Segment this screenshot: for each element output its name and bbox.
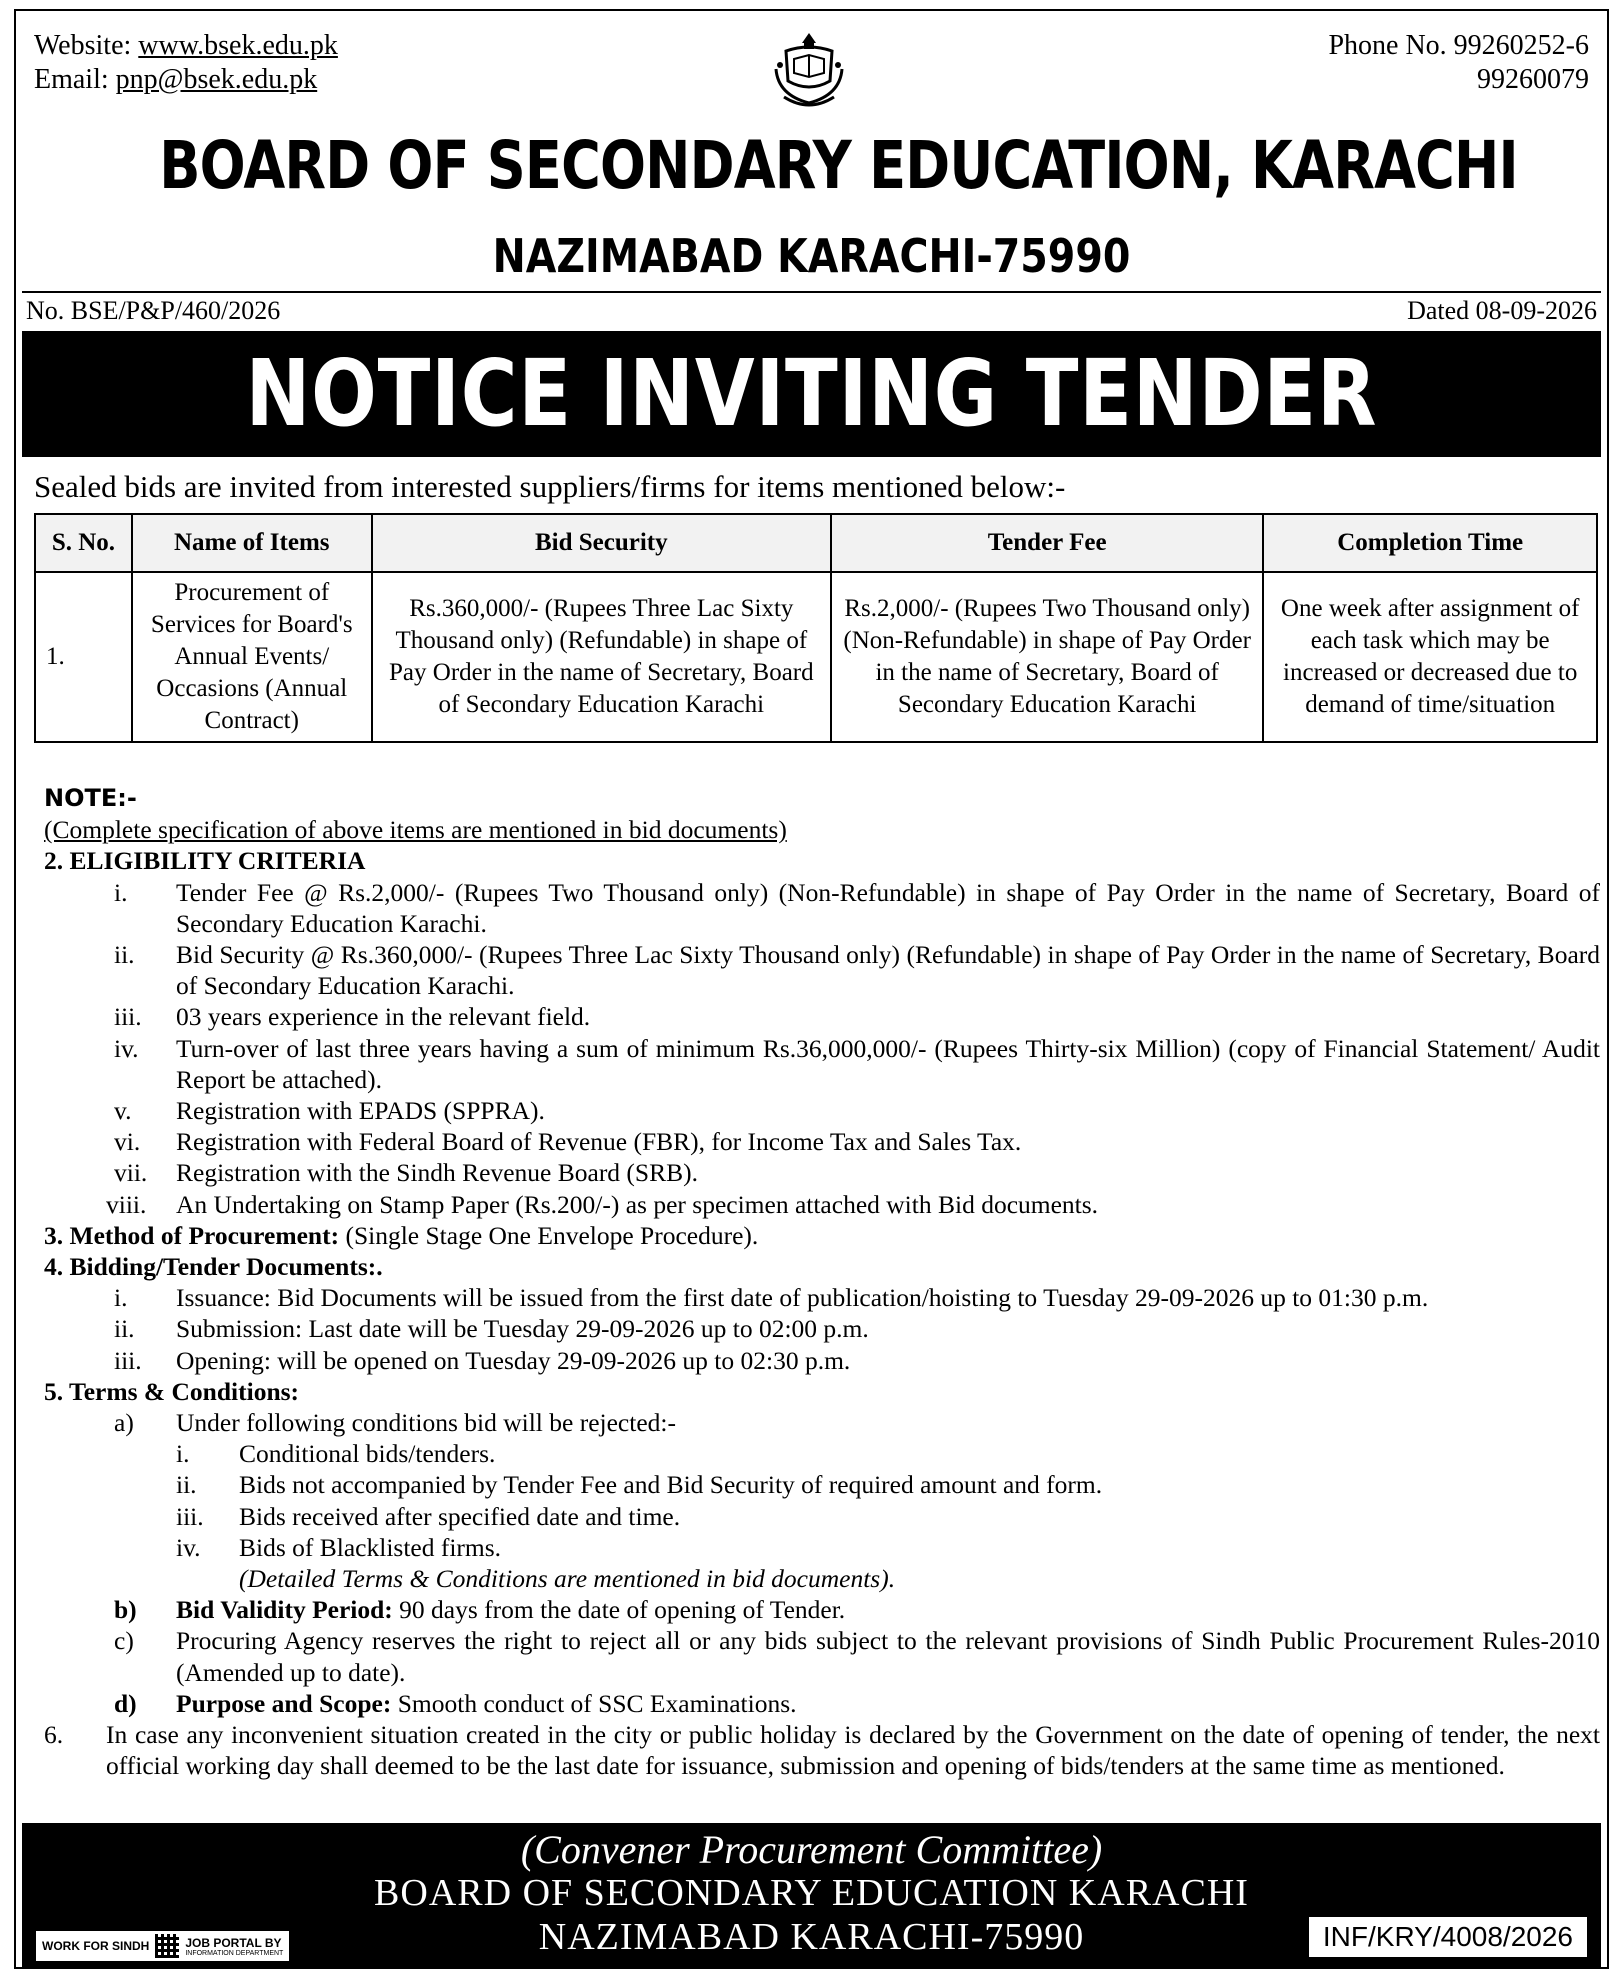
email-link[interactable]: pnp@bsek.edu.pk <box>115 64 318 95</box>
list-marker: v. <box>114 1096 132 1126</box>
cell-tender-fee: Rs.2,000/- (Rupees Two Thousand only) (Non-Refundable) in shape of Pay Order in the name of Secretary, Board of Secondary Education Karachi <box>831 572 1263 742</box>
list-marker: iii. <box>114 1345 142 1375</box>
eligibility-heading: 2. ELIGIBILITY CRITERIA <box>44 846 366 876</box>
tender-table <box>34 513 1598 743</box>
list-item <box>44 1126 1600 1157</box>
list-text: Submission: Last date will be Tuesday 29-09-2026 up to 02:00 p.m. <box>176 1314 869 1344</box>
list-text <box>176 1594 1600 1625</box>
list-text: Bids of Blacklisted firms. <box>239 1532 502 1562</box>
list-text: Registration with EPADS (SPPRA). <box>176 1096 545 1126</box>
list-marker: ii. <box>176 1470 197 1500</box>
job-portal-text: JOB PORTAL BY <box>185 1935 282 1950</box>
list-item <box>44 1313 1600 1344</box>
method-label: 3. Method of Procurement: <box>44 1220 340 1250</box>
note-spec: (Complete specification of above items are mentioned in bid documents) <box>44 815 787 845</box>
footer-org: BOARD OF SECONDARY EDUCATION KARACHI <box>374 1872 1249 1914</box>
qr-code-icon <box>155 1934 179 1958</box>
tender-notice-page <box>14 9 1609 1969</box>
org-address: NAZIMABAD KARACHI-75990 <box>492 229 1131 283</box>
list-marker: c) <box>114 1626 134 1656</box>
job-portal-label <box>185 1936 283 1957</box>
phone-line: Phone No. 99260252-6 <box>1328 30 1589 61</box>
list-item <box>44 1282 1600 1313</box>
column-header: S. No. <box>35 514 132 572</box>
list-item <box>44 1189 1600 1220</box>
list-marker: i. <box>114 1283 128 1313</box>
list-text: Procuring Agency reserves the right to reject all or any bids subject to the relevant provisions of Sindh Public Procurement Rules-2010 (Amended up to date). <box>176 1626 1600 1687</box>
list-marker: i. <box>114 877 128 907</box>
contact-right <box>1328 29 1589 97</box>
column-header: Completion Time <box>1263 514 1597 572</box>
notice-body <box>44 783 1600 1782</box>
list-marker: vi. <box>114 1127 141 1157</box>
inf-reference: INF/KRY/4008/2026 <box>1307 1915 1589 1959</box>
terms-d <box>44 1688 1600 1719</box>
email-label: Email: <box>34 64 116 95</box>
website-label: Website: <box>34 30 139 61</box>
reference-line <box>22 291 1601 327</box>
method-text: (Single Stage One Envelope Procedure). <box>339 1220 759 1250</box>
list-marker: ii. <box>114 1314 135 1344</box>
terms-a <box>44 1407 1600 1438</box>
banner-title: NOTICE INVITING TENDER <box>245 340 1378 447</box>
board-crest-icon <box>764 29 854 115</box>
list-text: Opening: will be opened on Tuesday 29-09-2026 up to 02:30 p.m. <box>176 1345 851 1375</box>
list-marker: d) <box>114 1688 137 1718</box>
list-item <box>44 1501 1600 1532</box>
purpose-text: Smooth conduct of SSC Examinations. <box>391 1688 797 1718</box>
column-header: Name of Items <box>132 514 372 572</box>
list-text: 03 years experience in the relevant field. <box>176 1002 591 1032</box>
list-marker: vii. <box>114 1158 148 1188</box>
bidding-heading: 4. Bidding/Tender Documents:. <box>44 1252 383 1282</box>
list-marker: iii. <box>176 1501 204 1531</box>
job-portal-badge <box>36 1931 289 1961</box>
work-for-sindh-label: WORK FOR SINDH <box>42 1939 150 1953</box>
email-line <box>34 63 338 97</box>
list-marker: ii. <box>114 940 135 970</box>
notice-date: Dated 08-09-2026 <box>1407 296 1597 325</box>
terms-note: (Detailed Terms & Conditions are mentioned in bid documents). <box>239 1564 896 1594</box>
convener-title: (Convener Procurement Committee) <box>520 1827 1103 1872</box>
cell-bid-security: Rs.360,000/- (Rupees Three Lac Sixty Thousand only) (Refundable) in shape of Pay Order in the name of Secretary, Board of Secondary Education Karachi <box>372 572 831 742</box>
method-line <box>44 1220 1600 1251</box>
list-text: Registration with Federal Board of Revenue (FBR), for Income Tax and Sales Tax. <box>176 1127 1022 1157</box>
footer-band <box>22 1823 1601 1967</box>
list-text: Issuance: Bid Documents will be issued from the first date of publication/hoisting to Tuesday 29-09-2026 up to 01:30 p.m. <box>176 1283 1429 1313</box>
column-header: Tender Fee <box>831 514 1263 572</box>
cell-completion-time: One week after assignment of each task which may be increased or decreased due to demand of time/situation <box>1263 572 1597 742</box>
list-text: In case any inconvenient situation created in the city or public holiday is declared by the Government on the date of opening of tender, the next official working day shall deemed to be the last date for issuance, submission and opening of bids/tenders at the same time as mentioned. <box>106 1720 1600 1781</box>
list-item <box>44 1345 1600 1376</box>
list-text: Under following conditions bid will be rejected:- <box>176 1408 676 1438</box>
list-text: Registration with the Sindh Revenue Board (SRB). <box>176 1158 698 1188</box>
purpose-label: Purpose and Scope: <box>176 1688 392 1718</box>
list-marker: viii. <box>106 1189 147 1219</box>
terms-b <box>44 1594 1600 1625</box>
info-dept-label: INFORMATION DEPARTMENT <box>185 1949 284 1957</box>
list-marker: iii. <box>114 1002 142 1032</box>
list-marker: b) <box>114 1595 137 1625</box>
list-item <box>44 877 1600 939</box>
footer-address: NAZIMABAD KARACHI-75990 <box>538 1916 1085 1958</box>
table-header-row <box>35 514 1597 572</box>
list-item <box>44 1095 1600 1126</box>
column-header: Bid Security <box>372 514 831 572</box>
bid-validity-text: 90 days from the date of opening of Tender. <box>392 1595 846 1625</box>
list-item <box>44 1157 1600 1188</box>
list-marker: iv. <box>114 1033 139 1063</box>
list-item <box>44 1033 1600 1095</box>
list-item <box>44 1469 1600 1500</box>
terms-c <box>44 1625 1600 1687</box>
terms-heading: 5. Terms & Conditions: <box>44 1376 300 1406</box>
list-text: An Undertaking on Stamp Paper (Rs.200/-) as per specimen attached with Bid documents. <box>176 1189 1099 1219</box>
intro-text: Sealed bids are invited from interested suppliers/firms for items mentioned below:- <box>34 469 1066 504</box>
website-link[interactable]: www.bsek.edu.pk <box>138 30 338 61</box>
list-marker: i. <box>176 1439 190 1469</box>
list-text: Bid Security @ Rs.360,000/- (Rupees Three Lac Sixty Thousand only) (Refundable) in shape of Pay Order in the name of Secretary, Board of Secondary Education Karachi. <box>176 940 1600 1001</box>
list-marker: iv. <box>176 1532 201 1562</box>
cell-item: Procurement of Services for Board's Annual Events/ Occasions (Annual Contract) <box>132 572 372 742</box>
website-line <box>34 29 338 63</box>
list-text: Conditional bids/tenders. <box>239 1439 496 1469</box>
notice-banner <box>22 331 1601 457</box>
list-item <box>44 939 1600 1001</box>
org-title: BOARD OF SECONDARY EDUCATION, KARACHI <box>159 127 1518 204</box>
clause-6 <box>44 1719 1600 1781</box>
phone-line-2: 99260079 <box>1477 64 1589 95</box>
bid-validity-label: Bid Validity Period: <box>176 1595 393 1625</box>
list-marker: a) <box>114 1408 134 1438</box>
list-item <box>44 1438 1600 1469</box>
list-text: Bids received after specified date and time. <box>239 1501 681 1531</box>
list-text: Tender Fee @ Rs.2,000/- (Rupees Two Thousand only) (Non-Refundable) in shape of Pay Order in the name of Secretary, Board of Secondary Education Karachi. <box>176 877 1600 938</box>
list-text: Turn-over of last three years having a sum of minimum Rs.36,000,000/- (Rupees Thirty-six Million) (copy of Financial Statement/ Audit Report be attached). <box>176 1033 1600 1094</box>
list-text: Bids not accompanied by Tender Fee and Bid Security of required amount and form. <box>239 1470 1103 1500</box>
list-item <box>44 1532 1600 1563</box>
list-item <box>44 1001 1600 1032</box>
list-marker: 6. <box>44 1720 64 1750</box>
table-row <box>35 572 1597 742</box>
note-heading: NOTE:- <box>44 784 137 812</box>
contact-left <box>34 29 338 97</box>
reference-number: No. BSE/P&P/460/2026 <box>26 296 281 325</box>
list-text <box>176 1688 1600 1719</box>
cell-sno: 1. <box>35 572 132 742</box>
